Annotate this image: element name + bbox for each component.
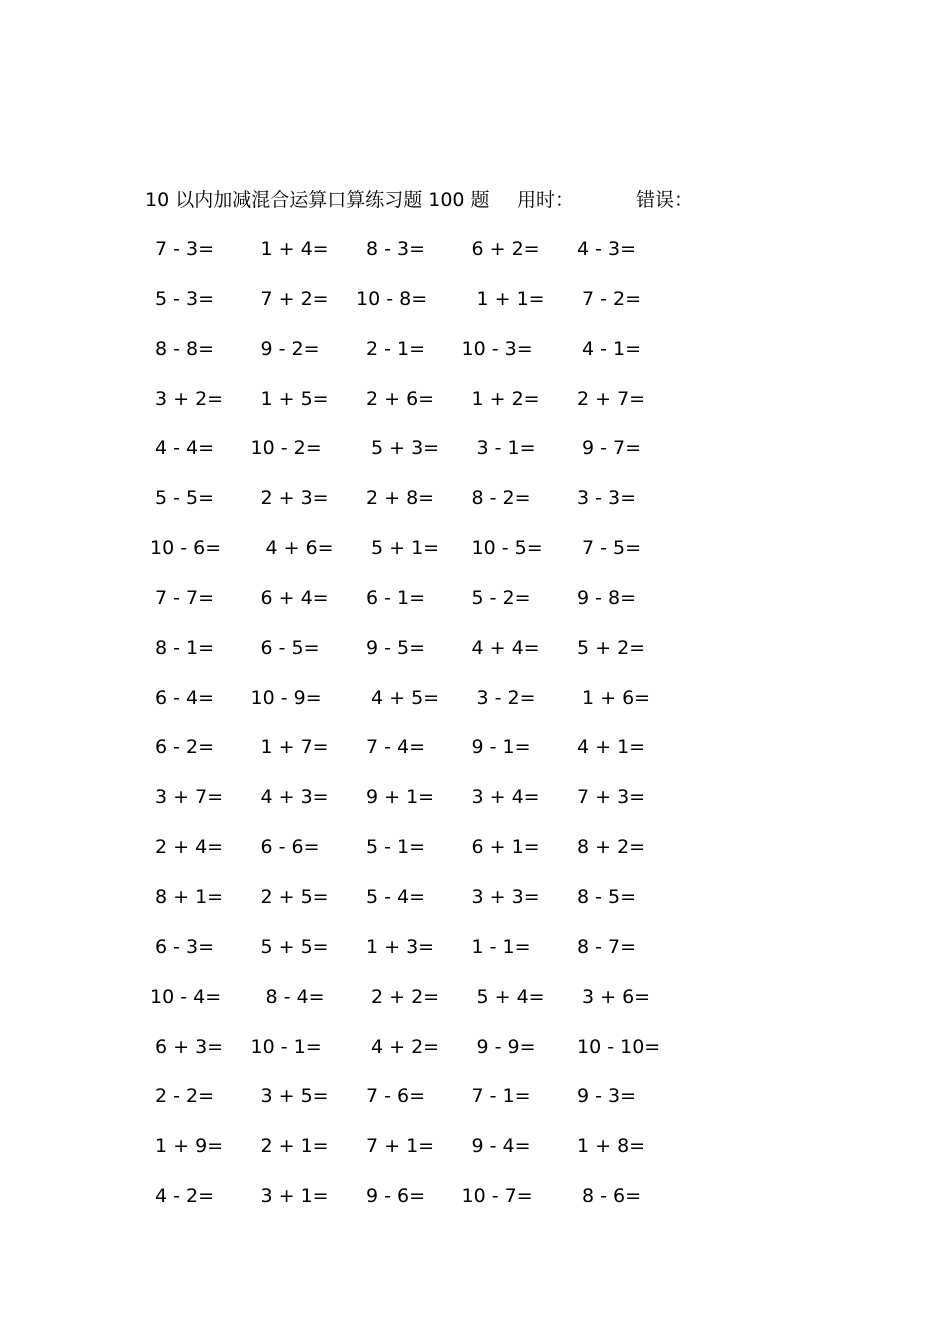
problem-item: 4 - 4= <box>155 437 215 460</box>
problem-item: 10 - 8= <box>356 287 428 310</box>
problem-item: 2 + 5= <box>260 885 329 908</box>
problem-item: 8 + 2= <box>577 836 646 859</box>
problem-item: 8 + 1= <box>155 885 224 908</box>
problem-item: 9 - 4= <box>471 1135 531 1158</box>
problem-item: 2 + 7= <box>577 387 646 410</box>
problem-item: 3 - 3= <box>577 487 637 510</box>
problem-item: 10 - 9= <box>250 686 322 709</box>
problem-item: 5 - 1= <box>366 836 426 859</box>
problem-item: 8 - 4= <box>265 985 325 1008</box>
problem-item: 8 - 7= <box>577 935 637 958</box>
problem-item: 6 - 6= <box>260 836 320 859</box>
worksheet-title: 10 以内加减混合运算口算练习题 100 题 <box>145 189 490 211</box>
problem-item: 2 + 3= <box>260 487 329 510</box>
problem-item: 6 + 2= <box>471 238 540 260</box>
problem-item: 8 - 8= <box>155 337 215 360</box>
problem-item: 5 - 2= <box>471 586 531 609</box>
problem-item: 9 - 2= <box>260 337 320 360</box>
problem-item: 2 + 4= <box>155 836 224 859</box>
problem-item: 10 - 2= <box>250 437 322 460</box>
problem-item: 3 + 7= <box>155 786 224 809</box>
problem-item: 9 - 8= <box>577 586 637 609</box>
problem-item: 4 + 6= <box>265 537 334 560</box>
problem-item: 4 + 4= <box>471 636 540 659</box>
problem-item: 7 - 4= <box>366 736 426 759</box>
problem-grid <box>145 235 673 1232</box>
problem-item: 6 - 1= <box>366 586 426 609</box>
problem-item: 3 - 1= <box>476 437 536 460</box>
problem-item: 3 + 3= <box>471 885 540 908</box>
error-count-label: 错误： <box>636 189 694 211</box>
problem-item: 5 + 2= <box>577 636 646 659</box>
problem-item: 6 + 4= <box>260 586 329 609</box>
problem-item: 7 + 1= <box>366 1135 435 1158</box>
problem-item: 2 - 2= <box>155 1085 215 1108</box>
problem-item: 1 - 1= <box>471 935 531 958</box>
problem-item: 2 + 8= <box>366 487 435 510</box>
problem-item: 3 + 5= <box>260 1085 329 1108</box>
problem-item: 1 + 4= <box>260 238 329 260</box>
problem-item: 5 + 5= <box>260 935 329 958</box>
problem-item: 7 + 2= <box>260 287 329 310</box>
problem-item: 9 - 6= <box>366 1185 426 1208</box>
problem-item: 8 - 6= <box>582 1185 642 1208</box>
problem-item: 1 + 9= <box>155 1135 224 1158</box>
problem-item: 1 + 8= <box>577 1135 646 1158</box>
problem-item: 10 - 5= <box>471 537 543 560</box>
problem-item: 7 - 1= <box>471 1085 531 1108</box>
problem-item: 1 + 6= <box>582 686 651 709</box>
problem-item: 1 + 3= <box>366 935 435 958</box>
problem-item: 10 - 7= <box>461 1185 533 1208</box>
problem-item: 4 - 2= <box>155 1185 215 1208</box>
problem-item: 4 + 2= <box>371 1035 440 1058</box>
problem-item: 4 + 3= <box>260 786 329 809</box>
problem-item: 9 - 5= <box>366 636 426 659</box>
problem-item: 8 - 5= <box>577 885 637 908</box>
problem-item: 5 + 3= <box>371 437 440 460</box>
problem-item: 4 + 1= <box>577 736 646 759</box>
problem-item: 3 + 4= <box>471 786 540 809</box>
time-used-label: 用时： <box>517 189 575 211</box>
problem-item: 5 + 1= <box>371 537 440 560</box>
problem-item: 8 - 1= <box>155 636 215 659</box>
problem-item: 7 - 7= <box>155 586 215 609</box>
problem-item: 4 - 3= <box>577 238 637 260</box>
problem-item: 5 - 5= <box>155 487 215 510</box>
problem-item: 7 - 5= <box>582 537 642 560</box>
problem-item: 5 - 3= <box>155 287 215 310</box>
problem-item: 4 + 5= <box>371 686 440 709</box>
problem-item: 6 - 3= <box>155 935 215 958</box>
problem-item: 1 + 2= <box>471 387 540 410</box>
problem-item: 10 - 4= <box>150 985 222 1008</box>
problem-item: 6 - 5= <box>260 636 320 659</box>
problem-item: 5 + 4= <box>476 985 545 1008</box>
problem-item: 9 + 1= <box>366 786 435 809</box>
problem-item: 10 - 1= <box>250 1035 322 1058</box>
problem-item: 1 + 5= <box>260 387 329 410</box>
problem-item: 7 - 3= <box>155 238 215 260</box>
problem-item: 7 + 3= <box>577 786 646 809</box>
problem-item: 9 - 7= <box>582 437 642 460</box>
problem-item: 4 - 1= <box>582 337 642 360</box>
problem-item: 8 - 2= <box>471 487 531 510</box>
problem-item: 9 - 1= <box>471 736 531 759</box>
problem-item: 8 - 3= <box>366 238 426 260</box>
problem-item: 2 - 1= <box>366 337 426 360</box>
problem-item: 10 - 10= <box>577 1035 661 1058</box>
problem-item: 3 + 1= <box>260 1185 329 1208</box>
problem-item: 2 + 2= <box>371 985 440 1008</box>
problem-item: 9 - 3= <box>577 1085 637 1108</box>
problem-item: 10 - 3= <box>461 337 533 360</box>
problem-item: 9 - 9= <box>476 1035 536 1058</box>
problem-item: 2 + 6= <box>366 387 435 410</box>
problem-item: 3 + 6= <box>582 985 651 1008</box>
problem-item: 6 + 1= <box>471 836 540 859</box>
problem-item: 2 + 1= <box>260 1135 329 1158</box>
problem-item: 6 - 2= <box>155 736 215 759</box>
problem-item: 10 - 6= <box>150 537 222 560</box>
problem-item: 3 - 2= <box>476 686 536 709</box>
problem-item: 1 + 7= <box>260 736 329 759</box>
problem-item: 3 + 2= <box>155 387 224 410</box>
problem-item: 7 - 6= <box>366 1085 426 1108</box>
problem-item: 7 - 2= <box>582 287 642 310</box>
problem-item: 6 + 3= <box>155 1035 224 1058</box>
problem-item: 5 - 4= <box>366 885 426 908</box>
problem-item: 6 - 4= <box>155 686 215 709</box>
problem-item: 1 + 1= <box>476 287 545 310</box>
